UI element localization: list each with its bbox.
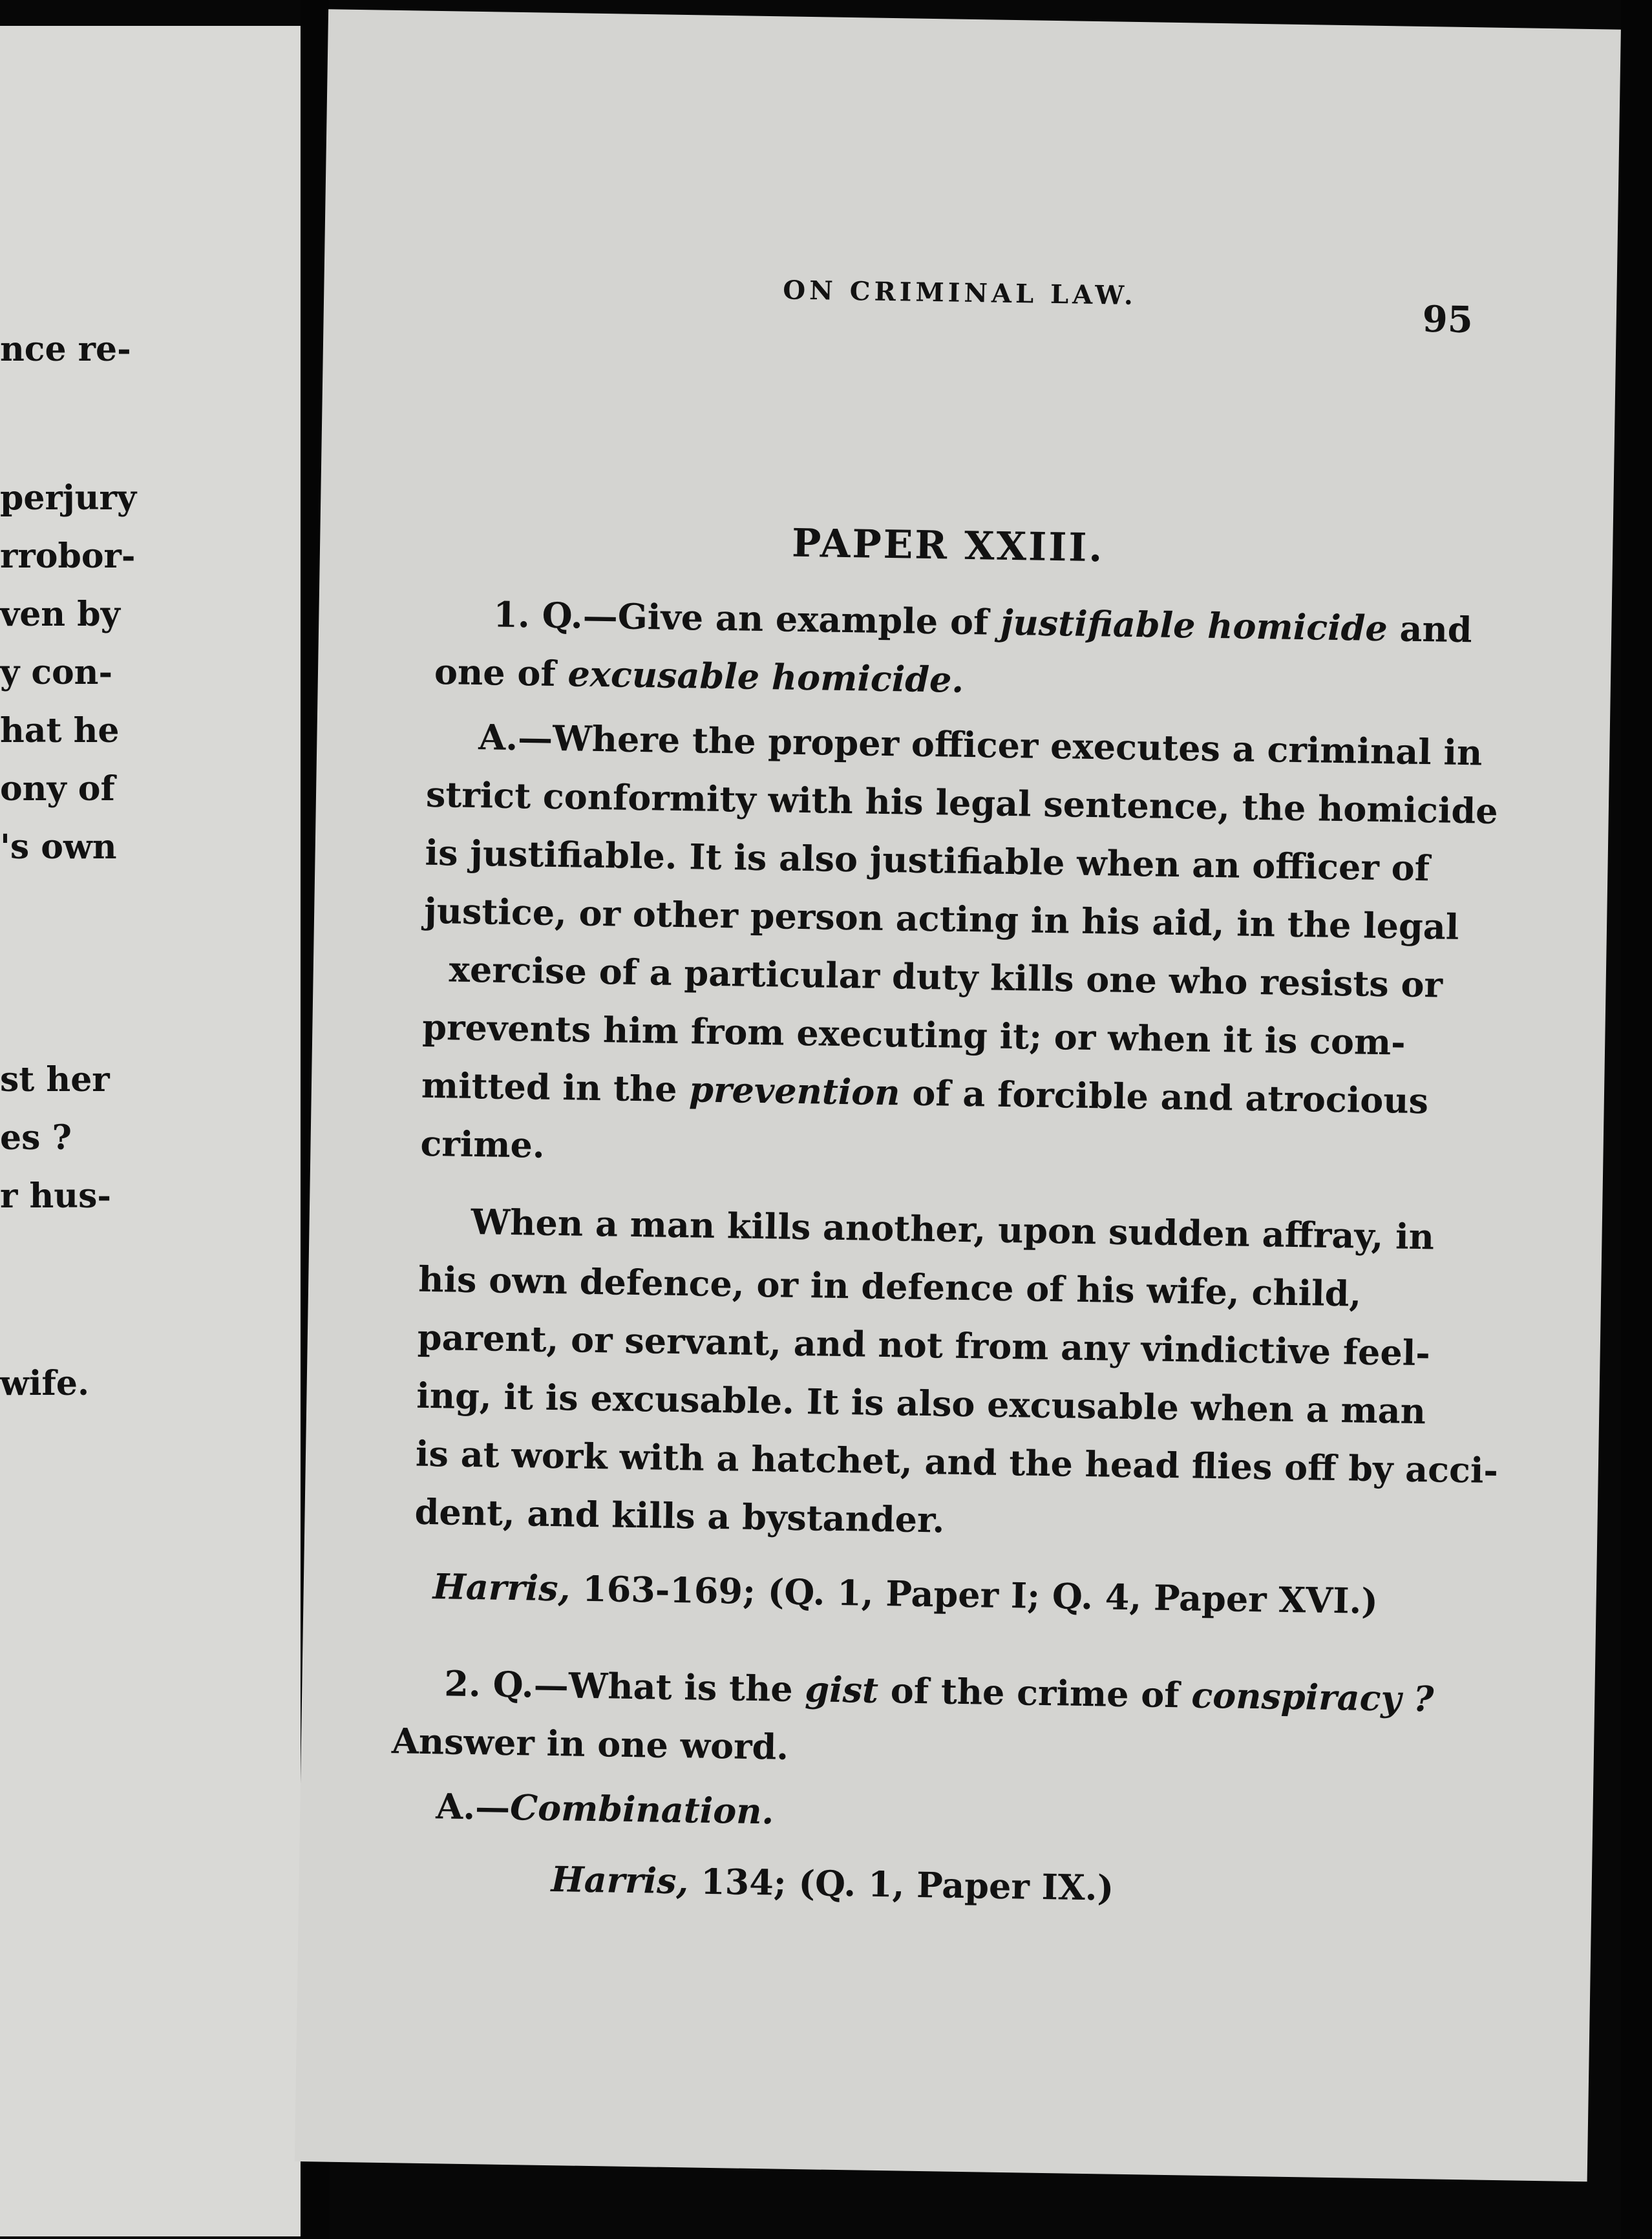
term-prevention: prevention: [688, 1068, 901, 1114]
q1-answer-line: xercise of a particular duty kills one who resists or: [449, 948, 1443, 1006]
q2-question-line-2: Answer in one word.: [391, 1720, 789, 1768]
page-95: [295, 9, 1621, 2181]
left-page-line: r hus-: [0, 1176, 111, 1216]
q1-question-line-1: 1. Q.—Give an example of justifiable homicide and: [492, 593, 1473, 651]
q1-answer-line: is justifiable. It is also justifiable when an officer of: [425, 831, 1430, 889]
left-page-line: rrobor-: [0, 536, 136, 576]
q1-answer-line: justice, or other person acting in his aid, in the legal: [423, 889, 1459, 948]
q1-answer-line: mitted in the prevention of a forcible and atrocious: [421, 1064, 1429, 1122]
left-page-line: 's own: [0, 827, 117, 867]
q1-citation: Harris, 163-169; (Q. 1, Paper I; Q. 4, Paper XVI.): [432, 1565, 1379, 1622]
left-page-line: nce re-: [0, 330, 131, 369]
q2-answer: A.—Combination.: [435, 1785, 774, 1832]
q1-answer-line: prevents him from executing it; or when it is com-: [421, 1006, 1406, 1063]
left-page-line: st her: [0, 1060, 110, 1099]
citation-author: Harris,: [432, 1565, 571, 1609]
left-page-line: ven by: [0, 595, 120, 634]
scan-edge: [1621, 0, 1652, 2239]
term-conspiracy: conspiracy ?: [1191, 1674, 1434, 1720]
page-number: 95: [1422, 297, 1474, 342]
left-page-line: wife.: [0, 1364, 90, 1403]
left-page-line: es ?: [0, 1118, 72, 1158]
paper-title: PAPER XXIII.: [791, 520, 1105, 571]
q1-answer-line: ing, it is excusable. It is also excusable when a man: [416, 1374, 1426, 1432]
q1-answer-line: his own defence, or in defence of his wife, child,: [418, 1258, 1362, 1315]
q1-answer-line: When a man kills another, upon sudden affray, in: [471, 1200, 1435, 1258]
q2-question-line-1: 2. Q.—What is the gist of the crime of conspiracy ?: [443, 1662, 1434, 1720]
q1-answer-line: dent, and kills a bystander.: [414, 1491, 945, 1541]
q2-citation: Harris, 134; (Q. 1, Paper IX.): [551, 1858, 1114, 1909]
left-facing-page: [0, 26, 301, 2236]
q1-answer-line: A.—Where the proper officer executes a criminal in: [478, 716, 1483, 774]
left-page-line: perjury: [0, 478, 137, 518]
q1-question-line-2: one of excusable homicide.: [434, 650, 964, 701]
term-justifiable-homicide: justifiable homicide: [1000, 601, 1388, 650]
term-gist: gist: [804, 1668, 879, 1711]
q1-answer-line: parent, or servant, and not from any vindictive feel-: [417, 1316, 1431, 1374]
left-page-line: y con-: [0, 653, 113, 692]
q1-answer-line: crime.: [420, 1122, 545, 1166]
q1-answer-line: is at work with a hatchet, and the head flies off by acci-: [415, 1432, 1499, 1491]
running-head: ON CRIMINAL LAW.: [783, 275, 1138, 311]
left-page-line: hat he: [0, 711, 120, 750]
left-page-line: ony of: [0, 769, 115, 809]
q1-answer-line: strict conformity with his legal sentence, the homicide: [425, 773, 1499, 832]
term-excusable-homicide: excusable homicide.: [567, 653, 964, 701]
term-combination: Combination.: [509, 1787, 774, 1832]
citation-author: Harris,: [551, 1858, 689, 1902]
